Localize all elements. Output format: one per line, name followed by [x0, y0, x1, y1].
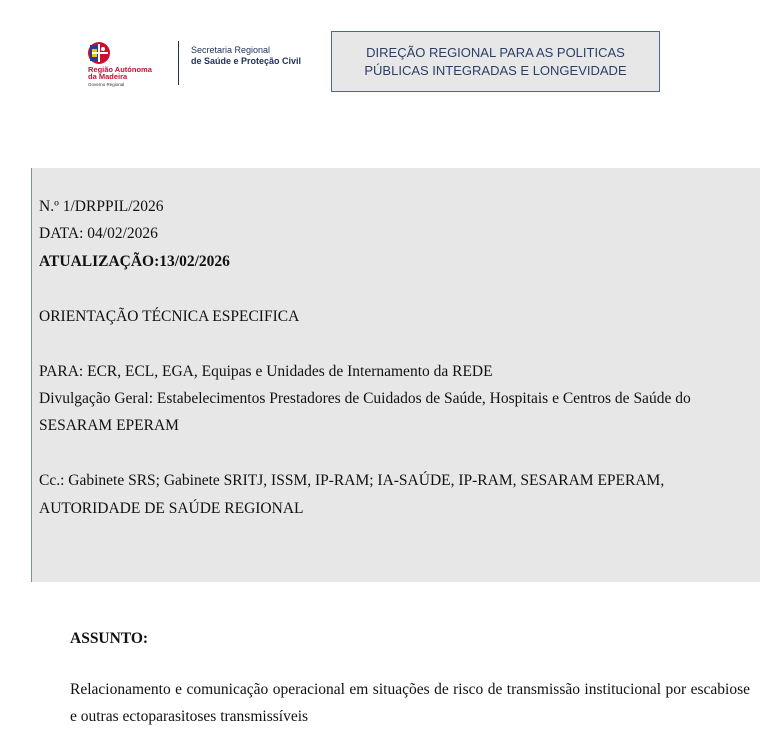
- direcao-line1: DIREÇÃO REGIONAL PARA AS POLITICAS: [366, 44, 625, 60]
- logo-divider: [178, 41, 179, 85]
- secretaria-logo-text: [191, 45, 301, 67]
- cc-line2: AUTORIDADE DE SAÚDE REGIONAL: [39, 500, 304, 517]
- cc-line1: Cc.: Gabinete SRS; Gabinete SRITJ, ISSM, IP-RAM; IA-SAÚDE, IP-RAM, SESARAM EPERAM,: [39, 472, 665, 489]
- region-logo-text: [88, 66, 152, 88]
- secretaria-line1: Secretaria Regional: [191, 45, 271, 55]
- direcao-line2: PÚBLICAS INTEGRADAS E LONGEVIDADE: [364, 62, 627, 78]
- document-type: ORIENTAÇÃO TÉCNICA ESPECIFICA: [39, 308, 300, 325]
- distribution-line2: SESARAM EPERAM: [39, 417, 179, 434]
- header-logos: [86, 38, 326, 88]
- direcao-regional-box: [331, 31, 660, 92]
- document-date: DATA: 04/02/2026: [39, 225, 158, 242]
- secretaria-line2: de Saúde e Proteção Civil: [191, 56, 302, 66]
- document-update: ATUALIZAÇÃO:13/02/2026: [39, 253, 230, 270]
- document-info-block: [31, 168, 760, 582]
- recipients: PARA: ECR, ECL, EGA, Equipas e Unidades de Internamento da REDE: [39, 363, 493, 380]
- region-government: Governo Regional: [88, 82, 125, 87]
- subject-label: ASSUNTO:: [70, 630, 149, 647]
- subject-text: Relacionamento e comunicação operacional em situações de risco de transmissão institucional por escabiose e outras ectoparasitoses transmissíveis: [70, 681, 750, 725]
- region-name-line2: da Madeira: [88, 72, 128, 81]
- madeira-coat-of-arms-icon: [86, 40, 112, 66]
- document-number: N.º 1/DRPPIL/2026: [39, 198, 164, 215]
- distribution-line1: Divulgação Geral: Estabelecimentos Prestadores de Cuidados de Saúde, Hospitais e Centros de Saúde do: [39, 390, 691, 407]
- region-name-line1: Região Autónoma: [88, 65, 152, 74]
